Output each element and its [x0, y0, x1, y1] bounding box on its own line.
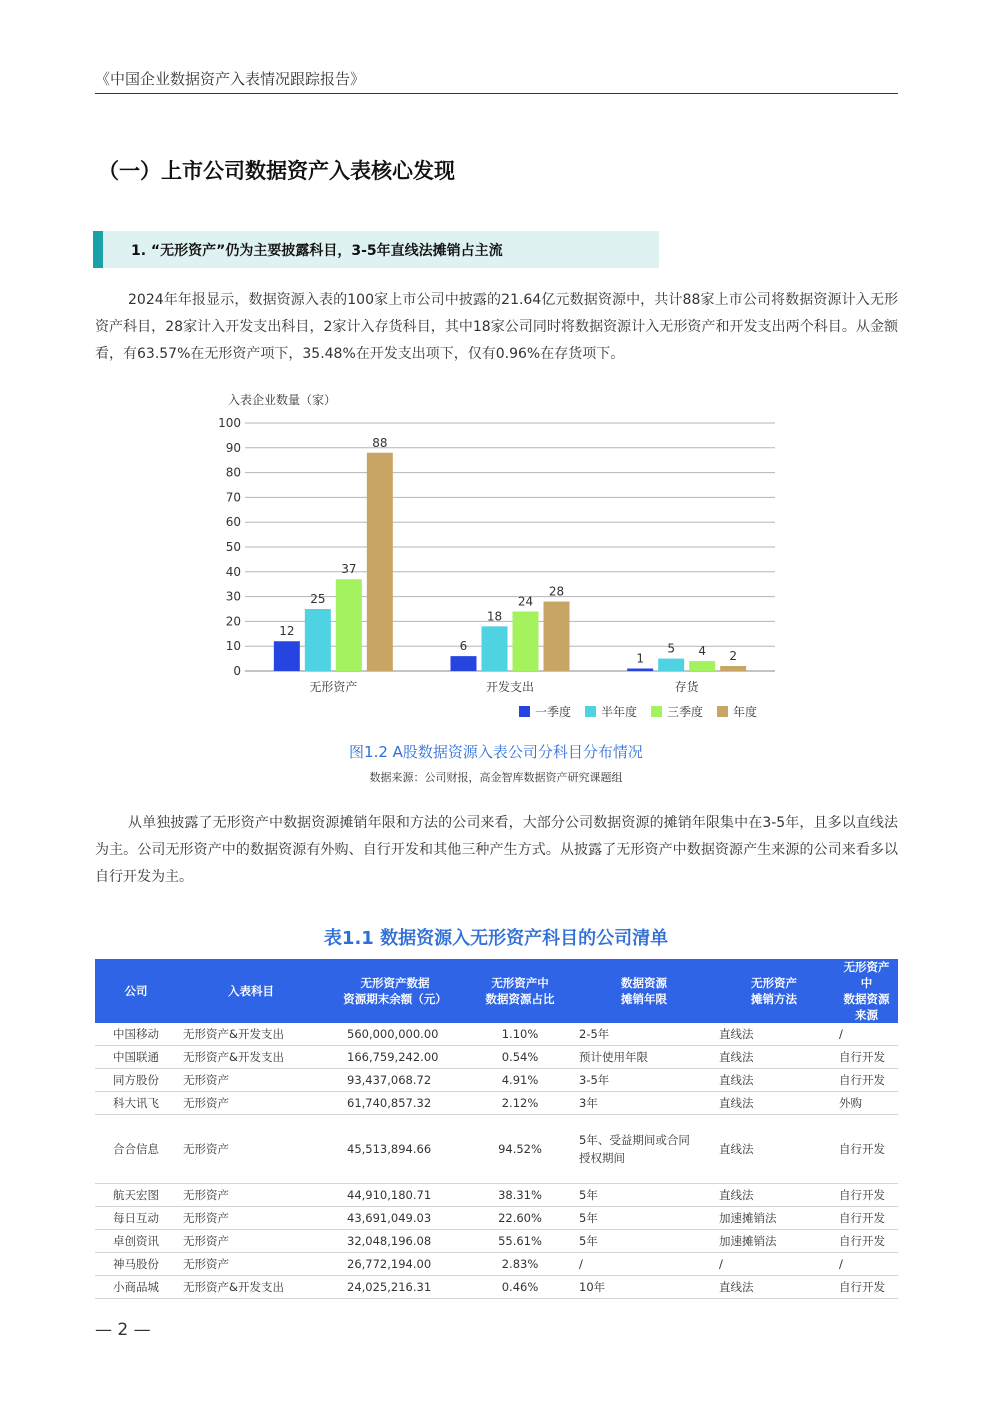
y-tick-label: 10 [225, 639, 241, 654]
table-row [95, 1253, 898, 1276]
table-cell: 同方股份 [95, 1069, 177, 1092]
x-tick-label: 开发支出 [485, 680, 535, 694]
y-tick-label: 70 [225, 490, 241, 505]
table-row [95, 1069, 898, 1092]
page-number: — 2 — [95, 1320, 151, 1340]
table-cell: 3年 [575, 1092, 713, 1115]
table-cell: 93,437,068.72 [325, 1069, 465, 1092]
table-row [95, 1115, 898, 1184]
data-label: 37 [341, 562, 357, 577]
y-axis-label: 入表企业数量（家） [228, 393, 337, 407]
table-title: 表1.1 数据资源入无形资产科目的公司清单 [323, 928, 669, 949]
table-cell: / [575, 1253, 713, 1276]
table-cell: 无形资产 [177, 1184, 325, 1207]
table-cell: 无形资产 [177, 1207, 325, 1230]
table-cell: 自行开发 [835, 1115, 898, 1184]
table-cell: 43,691,049.03 [325, 1207, 465, 1230]
x-tick-label: 无形资产 [309, 680, 358, 694]
table-cell: 38.31% [465, 1184, 575, 1207]
bar [305, 609, 331, 671]
table-cell: 自行开发 [835, 1046, 898, 1069]
table-cell: 加速摊销法 [713, 1207, 835, 1230]
y-tick-label: 60 [225, 515, 241, 530]
table-cell: 无形资产&开发支出 [177, 1046, 325, 1069]
table-cell: 5年 [575, 1184, 713, 1207]
data-label: 28 [548, 584, 565, 599]
y-tick-label: 20 [225, 614, 241, 629]
table-cell: 无形资产&开发支出 [177, 1276, 325, 1299]
bar [336, 579, 362, 671]
legend-label: 一季度 [535, 705, 572, 719]
figure-source: 数据来源：公司财报，高金智库数据资产研究课题组 [369, 771, 623, 784]
paragraph-1-text: 2024年年报显示，数据资源入表的100家上市公司中披露的21.64亿元数据资源中，共计88家上市公司将数据资源计入无形资产科目，28家计入开发支出科目，2家计入存货科目，其中18家公司同时将数据资源计入无形资产和开发支出两个科目。从金额看，有63.57%在无形资产项下，35.48%在开发支出项下，仅有0.96%在存货项下。 [95, 292, 898, 362]
table-cell: 航天宏图 [95, 1184, 177, 1207]
y-tick-label: 100 [218, 416, 241, 430]
y-tick-label: 90 [225, 440, 241, 455]
table-row [95, 1230, 898, 1253]
table-cell: 无形资产 [177, 1092, 325, 1115]
table-cell: 26,772,194.00 [325, 1253, 465, 1276]
data-label: 18 [486, 609, 503, 624]
data-label: 5 [667, 641, 675, 656]
table-cell: 2.12% [465, 1092, 575, 1115]
bar [513, 611, 539, 671]
table-cell: 自行开发 [835, 1184, 898, 1207]
data-label: 2 [729, 649, 737, 664]
table-row [95, 1092, 898, 1115]
bar [482, 626, 508, 671]
table-cell: 科大讯飞 [95, 1092, 177, 1115]
table-cell: 无形资产 [177, 1253, 325, 1276]
section-title: （一）上市公司数据资产入表核心发现 [98, 159, 455, 183]
table-cell: 2.83% [465, 1253, 575, 1276]
table-row [95, 1184, 898, 1207]
table-cell: 直线法 [713, 1046, 835, 1069]
table-header-cell: 公司 [95, 959, 177, 1023]
table-cell: 94.52% [465, 1115, 575, 1184]
table-cell: 61,740,857.32 [325, 1092, 465, 1115]
table-cell: 加速摊销法 [713, 1230, 835, 1253]
table-cell: 32,048,196.08 [325, 1230, 465, 1253]
data-label: 4 [698, 644, 706, 659]
table-cell: 45,513,894.66 [325, 1115, 465, 1184]
data-label: 24 [517, 594, 534, 609]
y-tick-label: 80 [225, 465, 241, 480]
bar [544, 602, 570, 671]
data-label: 25 [310, 592, 326, 606]
table-cell: 44,910,180.71 [325, 1184, 465, 1207]
figure-caption: 图1.2 A股数据资源入表公司分科目分布情况 [349, 743, 643, 761]
table-header-cell: 入表科目 [177, 959, 325, 1023]
table-cell: 自行开发 [835, 1207, 898, 1230]
table-cell: 560,000,000.00 [325, 1023, 465, 1046]
table-cell: 神马股份 [95, 1253, 177, 1276]
table-cell: 自行开发 [835, 1069, 898, 1092]
table-cell: 166,759,242.00 [325, 1046, 465, 1069]
legend-swatch [585, 706, 596, 717]
table-row [95, 1046, 898, 1069]
table-cell: 外购 [835, 1092, 898, 1115]
table-header-cell: 数据资源 摊销年限 [575, 959, 713, 1023]
table-cell: 无形资产 [177, 1230, 325, 1253]
table-cell: 55.61% [465, 1230, 575, 1253]
bar [367, 453, 393, 671]
table-header-cell: 无形资产中 数据资源来源 [835, 959, 898, 1023]
table-cell: 1.10% [465, 1023, 575, 1046]
table-row [95, 1276, 898, 1299]
table-cell: 直线法 [713, 1023, 835, 1046]
table-cell: 每日互动 [95, 1207, 177, 1230]
table-cell: 无形资产&开发支出 [177, 1023, 325, 1046]
table-cell: 2-5年 [575, 1023, 713, 1046]
table-cell: 自行开发 [835, 1276, 898, 1299]
table-cell: 24,025,216.31 [325, 1276, 465, 1299]
table-cell: 直线法 [713, 1184, 835, 1207]
table-cell: 小商品城 [95, 1276, 177, 1299]
table-header-cell: 无形资产 摊销方法 [713, 959, 835, 1023]
bar [689, 661, 715, 671]
table-cell: 自行开发 [835, 1230, 898, 1253]
table-cell: 5年 [575, 1230, 713, 1253]
table-cell: 中国联通 [95, 1046, 177, 1069]
table-cell: 直线法 [713, 1115, 835, 1184]
table-row [95, 1207, 898, 1230]
bar [720, 666, 746, 671]
table-cell: 5年、受益期间或合同授权期间 [575, 1115, 713, 1184]
legend-label: 半年度 [601, 705, 638, 719]
legend-swatch [519, 706, 530, 717]
data-label: 1 [636, 651, 644, 666]
bar [274, 641, 300, 671]
y-tick-label: 40 [225, 564, 241, 579]
table-cell: 直线法 [713, 1069, 835, 1092]
table-cell: 无形资产 [177, 1069, 325, 1092]
table-cell: 直线法 [713, 1276, 835, 1299]
table-header-cell: 无形资产中 数据资源占比 [465, 959, 575, 1023]
table-cell: 22.60% [465, 1207, 575, 1230]
table-cell: 0.46% [465, 1276, 575, 1299]
table-header-row [95, 959, 898, 1023]
legend-label: 三季度 [667, 705, 704, 719]
legend-swatch [717, 706, 728, 717]
table-cell: / [713, 1253, 835, 1276]
paragraph-2 [95, 810, 898, 891]
bar [658, 659, 684, 671]
legend-label: 年度 [733, 705, 758, 719]
table-cell: 直线法 [713, 1092, 835, 1115]
paragraph-2-text: 从单独披露了无形资产中数据资源摊销年限和方法的公司来看，大部分公司数据资源的摊销年限集中在3-5年，且多以直线法为主。公司无形资产中的数据资源有外购、自行开发和其他三种产生方式。从披露了无形资产中数据资源产生来源的公司来看多以自行开发为主。 [95, 815, 898, 885]
table-cell: 预计使用年限 [575, 1046, 713, 1069]
table-cell: 中国移动 [95, 1023, 177, 1046]
table-cell: 0.54% [465, 1046, 575, 1069]
table-cell: 3-5年 [575, 1069, 713, 1092]
table-header-cell: 无形资产数据 资源期末余额（元） [325, 959, 465, 1023]
bar [627, 669, 653, 671]
table-cell: / [835, 1023, 898, 1046]
subsection-title: 1. “无形资产”仍为主要披露科目，3-5年直线法摊销占主流 [131, 243, 503, 259]
header-divider [95, 93, 898, 94]
data-label: 12 [279, 624, 295, 639]
paragraph-1 [95, 287, 898, 368]
table-row [95, 1023, 898, 1046]
bar [451, 656, 477, 671]
report-header-title: 《中国企业数据资产入表情况跟踪报告》 [95, 70, 366, 88]
subsection-banner [93, 231, 659, 268]
table-cell: 合合信息 [95, 1115, 177, 1184]
y-tick-label: 30 [225, 589, 241, 604]
table-cell: 卓创资讯 [95, 1230, 177, 1253]
data-label: 88 [372, 435, 388, 450]
y-tick-label: 0 [233, 664, 241, 678]
table-cell: 无形资产 [177, 1115, 325, 1184]
table-cell: 10年 [575, 1276, 713, 1299]
table-cell: 5年 [575, 1207, 713, 1230]
company-table [95, 959, 898, 1299]
bar-chart [200, 385, 790, 730]
subsection-accent-bar [93, 231, 103, 268]
table-cell: 4.91% [465, 1069, 575, 1092]
x-tick-label: 存货 [674, 680, 699, 694]
data-label: 6 [459, 639, 468, 654]
legend-swatch [651, 706, 662, 717]
y-tick-label: 50 [225, 540, 241, 554]
table-cell: / [835, 1253, 898, 1276]
